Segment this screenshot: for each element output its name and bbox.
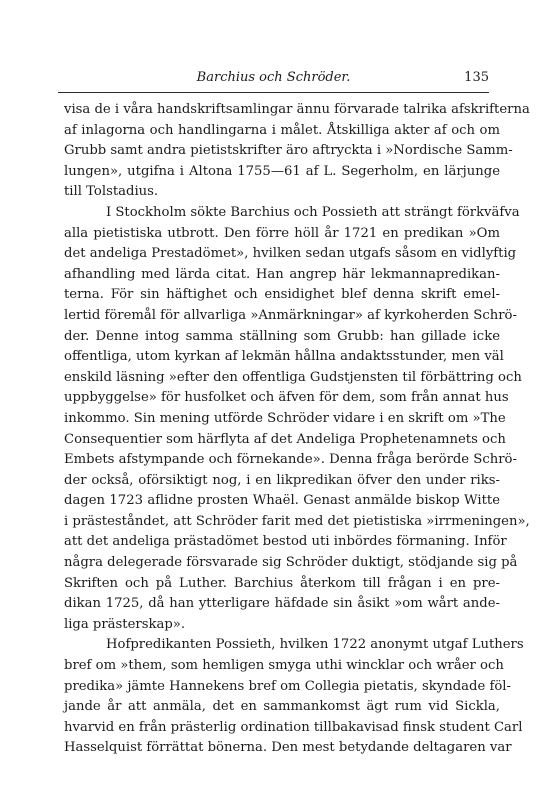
text-line: bref om »them, som hemligen smyga uthi wincklar och wråer och [64, 658, 504, 674]
text-line: der också, oförsiktigt nog, i en likpredikan öfver den under riks- [64, 472, 500, 488]
text-line: lertid föremål för allvarliga »Anmärkningar» af kyrkoherden Schrö- [64, 307, 517, 323]
text-line: dagen 1723 aflidne prosten Whaël. Genast anmälde biskop Witte [64, 493, 500, 509]
text-line: jande år att anmäla, det en sammankomst ägt rum vid Sickla, [64, 699, 500, 715]
text-line: till Tolstadius. [64, 184, 159, 200]
text-line: visa de i våra handskriftsamlingar ännu förvarade talrika afskrifterna [64, 102, 530, 117]
text-line: terna. För sin häftighet och ensidighet blef denna skrift emel- [64, 287, 500, 303]
text-line: Hasselquist förrättat bönerna. Den mest betydande deltagaren var [64, 740, 512, 756]
text-line: alla pietistiska utbrott. Den förre höll år 1721 en predikan »Om [64, 225, 500, 241]
text-line: Hofpredikanten Possieth, hvilken 1722 anonymt utgaf Luthers [106, 637, 524, 653]
text-line: uppbyggelse» för husfolket och äfven för dem, som från annat hus [64, 390, 509, 406]
text-line: Embets afstympande och förnekande». Denna fråga berörde Schrö- [64, 452, 517, 468]
text-line: af inlagorna och handlingarna i målet. Åtskilliga akter af och om [64, 122, 500, 138]
text-line: Skriften och på Luther. Barchius återkom till frågan i en pre- [64, 575, 500, 591]
text-line: några delegerade försvarade sig Schröder duktigt, stödjande sig på [64, 555, 518, 571]
body-text [64, 100, 530, 759]
text-line: Consequentier som härflyta af det Andeliga Prophetenamnets och [64, 431, 506, 447]
page-number: 135 [464, 70, 489, 85]
text-line: afhandling med lärda citat. Han angrep här lekmannapredikan- [64, 266, 500, 282]
header-rule [58, 92, 489, 93]
text-line: predika» jämte Hannekens bref om Collegia pietatis, skyndade föl- [64, 678, 511, 694]
text-line: i prästeståndet, att Schröder farit med det pietistiska »irrmeningen», [64, 513, 530, 529]
running-title: Barchius och Schröder. [196, 70, 351, 85]
text-line: inkommo. Sin mening utförde Schröder vidare i en skrift om »The [64, 410, 506, 426]
text-line: I Stockholm sökte Barchius och Possieth att strängt förkväfva [106, 204, 520, 220]
text-line: hvarvid en från prästerlig ordination tillbakavisad finsk student Carl [64, 719, 523, 735]
running-header [58, 70, 489, 88]
text-line: lungen», utgifna i Altona 1755—61 af L. Segerholm, en lärjunge [64, 163, 500, 179]
text-line: det andeliga Prestadömet», hvilken sedan utgafs såsom en vidlyftig [64, 246, 517, 262]
text-line: dikan 1725, då han ytterligare häfdade sin åsikt »om wårt ande- [64, 596, 500, 612]
text-line: der. Denne intog samma ställning som Grubb: han gillade icke [64, 328, 500, 344]
text-line: Grubb samt andra pietistskrifter äro aftryckta i »Nordische Samm- [64, 143, 513, 159]
text-line: att det andeliga prästadömet bestod uti inbördes förmaning. Inför [64, 534, 507, 550]
text-line: offentliga, utom kyrkan af lekmän hållna andaktsstunder, men väl [64, 349, 504, 365]
text-line: liga prästerskap». [64, 616, 186, 632]
text-line: enskild läsning »efter den offentliga Gudstjensten til förbättring och [64, 369, 522, 385]
